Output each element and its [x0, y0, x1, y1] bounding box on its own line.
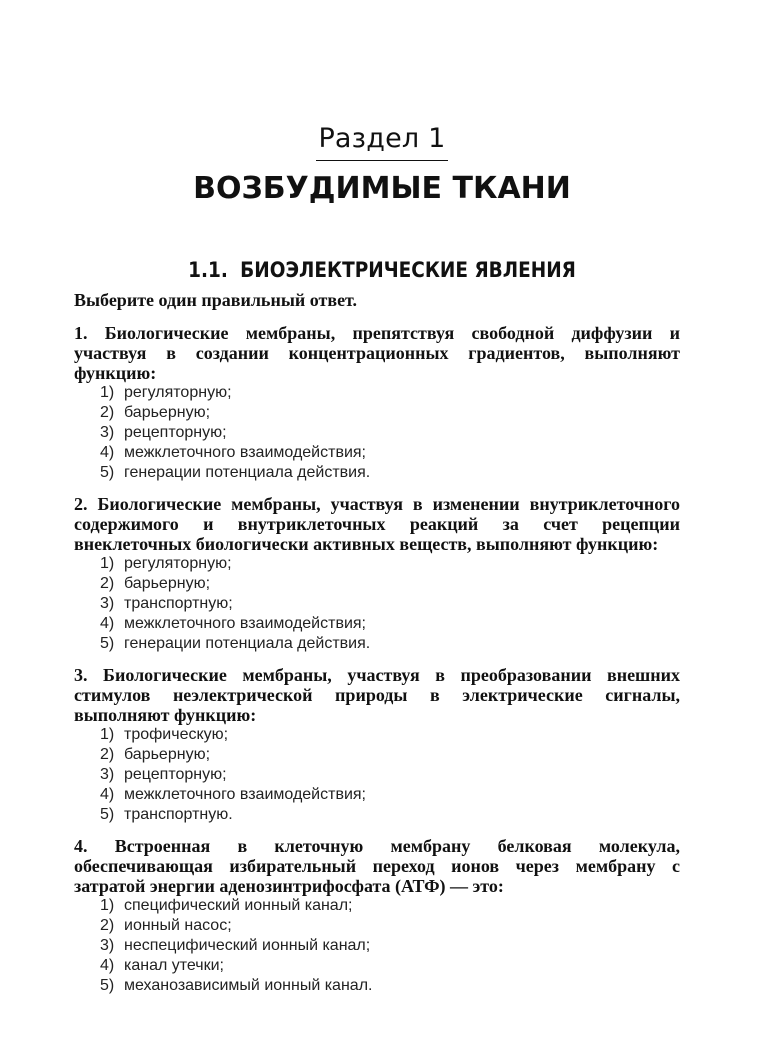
question-text: 2. Биологические мембраны, участвуя в изменении внутриклеточного содержимого и внутриклеточных реакций за счет рецепции внеклеточных биологически активных веществ, выполняют функцию: — [74, 494, 680, 554]
answer-option — [74, 956, 680, 976]
option-number: 4) — [100, 444, 115, 461]
option-number: 5) — [100, 464, 115, 481]
option-text: регуляторную; — [124, 555, 232, 572]
option-number: 4) — [100, 957, 115, 974]
answer-option — [74, 725, 680, 745]
answer-option — [74, 594, 680, 614]
answer-option — [74, 443, 680, 463]
option-text: барьерную; — [124, 746, 211, 763]
question-2 — [74, 494, 680, 654]
question-3 — [74, 665, 680, 825]
option-text: рецепторную; — [124, 424, 227, 441]
answer-option — [74, 383, 680, 403]
option-text: трофическую; — [124, 726, 229, 743]
answer-option — [74, 614, 680, 634]
option-number: 3) — [100, 766, 115, 783]
option-number: 1) — [100, 555, 115, 572]
option-number: 2) — [100, 575, 115, 592]
instruction-text: Выберите один правильный ответ. — [74, 290, 358, 310]
answer-option — [74, 785, 680, 805]
option-text: специфический ионный канал; — [124, 897, 353, 914]
option-number: 2) — [100, 746, 115, 763]
option-number: 3) — [100, 424, 115, 441]
answer-option — [74, 976, 680, 996]
question-text: 4. Встроенная в клеточную мембрану белковая молекула, обеспечивающая избирательный переход ионов через мембрану с затратой энергии аденозинтрифосфата (АТФ) — это: — [74, 836, 680, 896]
option-text: барьерную; — [124, 404, 211, 421]
questions-content — [74, 290, 680, 1007]
answer-option — [74, 805, 680, 825]
option-number: 1) — [100, 384, 115, 401]
option-text: механозависимый ионный канал. — [124, 977, 373, 994]
section-title-text: БИОЭЛЕКТРИЧЕСКИЕ ЯВЛЕНИЯ — [240, 258, 576, 282]
option-text: канал утечки; — [124, 957, 224, 974]
part-label-text: Раздел 1 — [316, 122, 447, 161]
part-title: ВОЗБУДИМЫЕ ТКАНИ — [193, 171, 571, 206]
option-text: транспортную. — [124, 806, 233, 823]
option-number: 4) — [100, 615, 115, 632]
answer-option — [74, 403, 680, 423]
option-number: 3) — [100, 937, 115, 954]
option-text: регуляторную; — [124, 384, 232, 401]
option-text: межклеточного взаимодействия; — [124, 615, 366, 632]
question-text: 3. Биологические мембраны, участвуя в преобразовании внешних стимулов неэлектрической природы в электрические сигналы, выполняют функцию: — [74, 665, 680, 725]
option-text: генерации потенциала действия. — [124, 635, 371, 652]
option-number: 3) — [100, 595, 115, 612]
option-number: 1) — [100, 897, 115, 914]
answer-options — [74, 725, 680, 825]
option-number: 5) — [100, 977, 115, 994]
option-text: генерации потенциала действия. — [124, 464, 371, 481]
option-text: рецепторную; — [124, 766, 227, 783]
option-text: транспортную; — [124, 595, 233, 612]
answer-option — [74, 554, 680, 574]
option-text: межклеточного взаимодействия; — [124, 444, 366, 461]
option-number: 5) — [100, 806, 115, 823]
option-number: 4) — [100, 786, 115, 803]
answer-option — [74, 936, 680, 956]
answer-options — [74, 383, 680, 483]
answer-option — [74, 745, 680, 765]
option-number: 5) — [100, 635, 115, 652]
option-number: 1) — [100, 726, 115, 743]
answer-option — [74, 765, 680, 785]
answer-option — [74, 916, 680, 936]
option-number: 2) — [100, 917, 115, 934]
part-label — [0, 122, 764, 161]
section-number: 1.1. — [188, 258, 228, 282]
answer-option — [74, 574, 680, 594]
option-number: 2) — [100, 404, 115, 421]
option-text: неспецифический ионный канал; — [124, 937, 371, 954]
question-4 — [74, 836, 680, 996]
option-text: межклеточного взаимодействия; — [124, 786, 366, 803]
answer-option — [74, 423, 680, 443]
question-text: 1. Биологические мембраны, препятствуя свободной диффузии и участвуя в создании концентрационных градиентов, выполняют функцию: — [74, 323, 680, 383]
option-text: барьерную; — [124, 575, 211, 592]
section-title — [46, 256, 718, 284]
answer-option — [74, 463, 680, 483]
question-1 — [74, 323, 680, 483]
answer-options — [74, 896, 680, 996]
answer-option — [74, 896, 680, 916]
option-text: ионный насос; — [124, 917, 232, 934]
answer-options — [74, 554, 680, 654]
answer-option — [74, 634, 680, 654]
